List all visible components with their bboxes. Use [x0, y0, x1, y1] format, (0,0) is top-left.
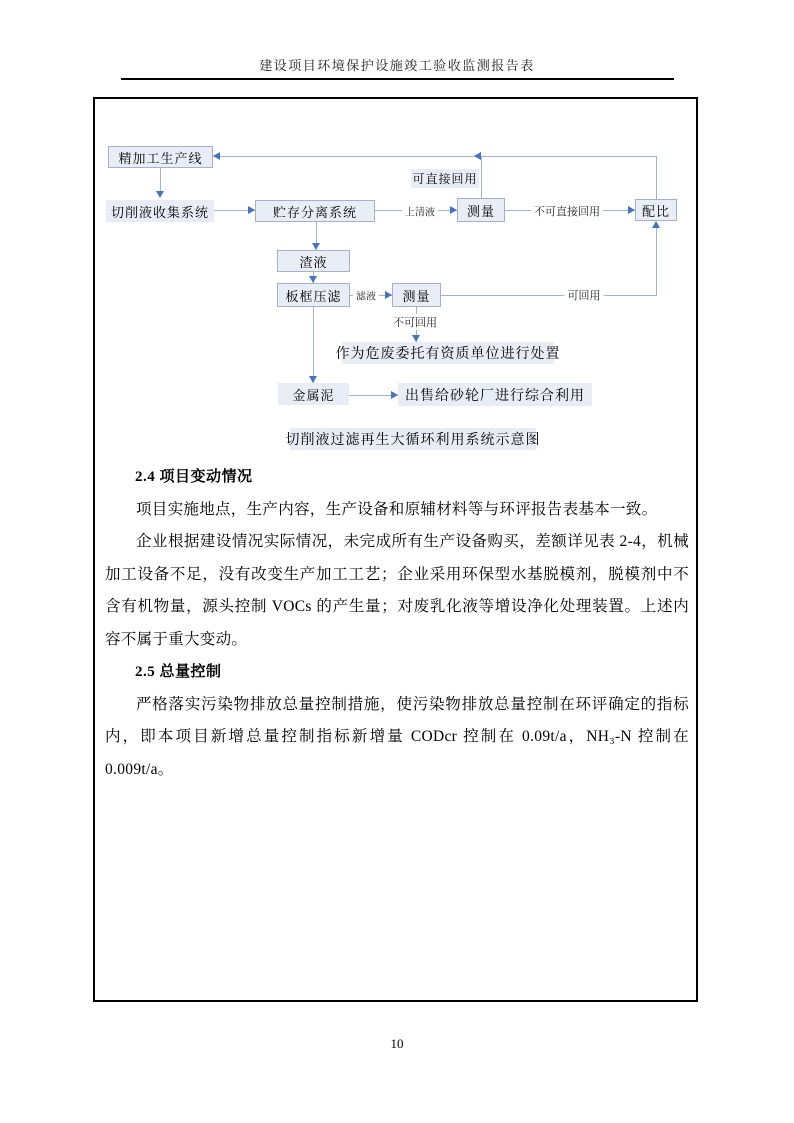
arrowhead	[156, 191, 164, 198]
connector-line	[313, 307, 314, 383]
node-slag-liquid: 渣液	[277, 250, 350, 272]
node-sell-to-wheel-factory: 出售给砂轮厂进行综合利用	[398, 383, 592, 406]
section-2-4-paragraph-2: 企业根据建设情况实际情况，未完成所有生产设备购买，差额详见表 2-4，机械加工设备不足，没有改变生产加工工艺；企业采用环保型水基脱模剂，脱模剂中不含有机物量，源头控制 VOCs 的产生量；对废乳化液等增设净化处理装置。上述内容不属于重大变动。	[105, 533, 689, 648]
node-fine-processing-line: 精加工生产线	[108, 146, 213, 168]
connector-line	[481, 156, 482, 198]
edge-label-reusable: 可回用	[565, 287, 604, 303]
arrowhead	[391, 391, 398, 399]
edge-label-filtrate: 滤液	[353, 288, 379, 303]
report-text-block	[105, 461, 689, 786]
node-direct-reuse: 可直接回用	[411, 169, 479, 188]
arrowhead	[309, 376, 317, 383]
edge-label-not-reusable: 不可回用	[390, 314, 440, 330]
arrowhead	[213, 152, 220, 160]
connector-line	[656, 156, 657, 199]
node-hazardous-disposal: 作为危废委托有资质单位进行处置	[342, 342, 554, 364]
arrowhead	[312, 243, 320, 250]
node-measure-1: 测量	[457, 198, 505, 222]
arrowhead	[474, 152, 481, 160]
node-cutting-fluid-collection: 切削液收集系统	[106, 200, 214, 222]
section-2-4-paragraph-1: 项目实施地点，生产内容，生产设备和原辅材料等与环评报告表基本一致。	[136, 500, 658, 518]
arrowhead	[248, 206, 255, 214]
page-number: 10	[390, 1036, 404, 1051]
node-storage-separation: 贮存分离系统	[255, 200, 375, 222]
arrowhead	[628, 206, 635, 214]
document-header-title: 建设项目环境保护设施竣工验收监测报告表	[259, 58, 535, 73]
node-metal-sludge: 金属泥	[278, 383, 349, 405]
flowchart-caption: 切削液过滤再生大循环利用系统示意图	[290, 428, 536, 450]
edge-label-not-directly-reusable: 不可直接回用	[531, 203, 603, 219]
section-2-5-paragraph-1: 严格落实污染物排放总量控制措施，使污染物排放总量控制在环评确定的指标内，即本项目新增总量控制指标新增量 CODcr 控制在 0.09t/a，NH₃-N 控制在 0.009t/a。	[105, 695, 689, 778]
connector-line	[656, 223, 657, 295]
arrowhead	[652, 221, 660, 228]
connector-line	[441, 295, 657, 296]
section-heading-2-5: 2.5 总量控制	[135, 664, 222, 680]
arrowhead	[385, 291, 392, 299]
header-divider	[121, 78, 674, 80]
arrowhead	[450, 206, 457, 214]
node-measure-2: 测量	[392, 283, 441, 307]
connector-line	[213, 156, 657, 157]
node-blending: 配比	[635, 199, 677, 221]
report-table-frame	[93, 97, 698, 1002]
node-plate-frame-filter: 板框压滤	[277, 283, 350, 307]
section-heading-2-4: 2.4 项目变动情况	[135, 469, 253, 485]
arrowhead	[412, 335, 420, 342]
edge-label-supernatant: 上清液	[402, 204, 438, 219]
arrowhead	[309, 276, 317, 283]
